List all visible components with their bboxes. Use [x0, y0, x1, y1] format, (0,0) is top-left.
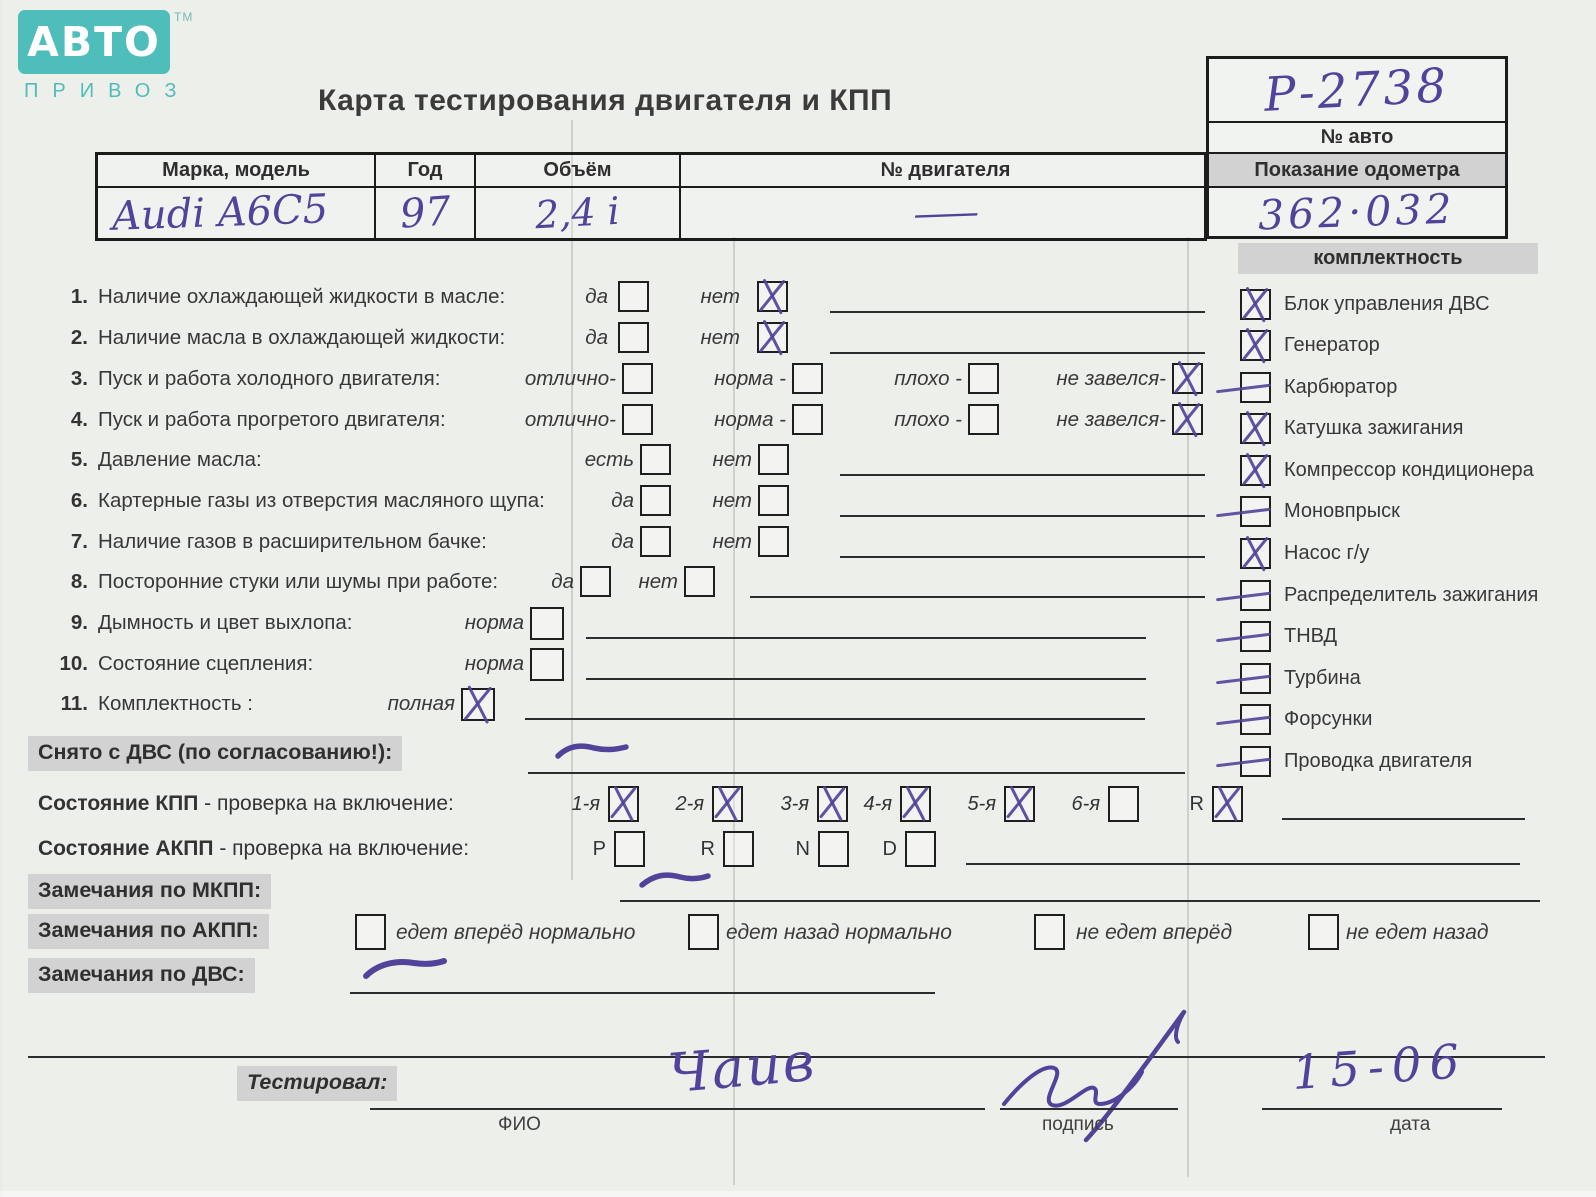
- item-number: 5.: [70, 448, 88, 471]
- option-label: норма: [464, 611, 524, 634]
- checkbox[interactable]: [1212, 786, 1243, 822]
- checkbox[interactable]: [818, 831, 849, 867]
- checklist-row-4: [0, 402, 1260, 439]
- equipment-header: комплектность: [1238, 243, 1538, 274]
- option-label: норма -: [714, 367, 786, 390]
- trademark-symbol: TM: [174, 10, 194, 24]
- car-number-value: Р-2738: [1263, 57, 1451, 123]
- equipment-label: Насос г/у: [1284, 542, 1370, 565]
- checkbox[interactable]: [1308, 914, 1339, 950]
- checkbox[interactable]: [757, 281, 788, 312]
- logo-text: АВТО: [27, 18, 161, 66]
- fio-line[interactable]: [370, 1108, 985, 1110]
- option-label: да: [551, 570, 574, 593]
- write-in-line[interactable]: [750, 596, 1205, 598]
- write-in-line[interactable]: [620, 900, 1540, 902]
- option-label: норма -: [714, 408, 786, 431]
- option-label: норма: [464, 652, 524, 675]
- checkbox[interactable]: [684, 566, 715, 597]
- option-label: не едет вперёд: [1076, 921, 1233, 944]
- item-number: 11.: [60, 692, 88, 715]
- equipment-label: Моновпрыск: [1284, 500, 1400, 523]
- checklist-row-9: [0, 605, 1260, 642]
- car-number-box: [1206, 56, 1508, 239]
- make-model-value: Audi A6C5: [111, 186, 329, 240]
- checklist-row-1: [0, 279, 1260, 316]
- year-value: 97: [398, 188, 452, 238]
- handwritten-dash: [636, 868, 714, 894]
- handwritten-dash: [358, 954, 450, 984]
- equipment-item: [1240, 331, 1538, 361]
- option-label: не завелся-: [1056, 367, 1166, 390]
- equipment-label: Проводка двигателя: [1284, 750, 1473, 773]
- item-label: Наличие газов в расширительном бачке:: [98, 530, 487, 553]
- volume-value: 2,4 i: [534, 188, 621, 238]
- mkpp-remarks-section: [0, 872, 1596, 914]
- engine-no-value: —: [908, 191, 983, 235]
- option-label: едет вперёд нормально: [396, 921, 636, 944]
- option-label: да: [585, 285, 608, 308]
- write-in-line[interactable]: [525, 718, 1145, 720]
- equipment-label: Форсунки: [1284, 708, 1373, 731]
- equipment-label: Распределитель зажигания: [1284, 583, 1539, 606]
- option-label: нет: [712, 448, 752, 471]
- option-label: не едет назад: [1346, 921, 1489, 944]
- item-label: Наличие охлаждающей жидкости в масле:: [98, 285, 506, 308]
- checkbox[interactable]: [758, 444, 789, 475]
- item-label: Картерные газы из отверстия масляного щупа:: [98, 489, 545, 512]
- item-number: 9.: [70, 611, 88, 634]
- odometer-value: 362·032: [1257, 184, 1457, 240]
- checkbox[interactable]: [1172, 404, 1203, 435]
- signature-caption: подпись: [1042, 1114, 1114, 1135]
- fio-caption: ФИО: [498, 1114, 541, 1135]
- option-label: едет назад нормально: [726, 921, 952, 944]
- checkbox[interactable]: [1108, 786, 1139, 822]
- equipment-item: [1240, 705, 1538, 735]
- gear-label: 4-я: [863, 793, 892, 815]
- checklist-row-8: [0, 564, 1260, 601]
- date-caption: дата: [1390, 1114, 1431, 1135]
- option-label: да: [611, 489, 634, 512]
- equipment-list: [1240, 289, 1538, 788]
- write-in-line[interactable]: [830, 311, 1205, 313]
- equipment-item: [1240, 455, 1538, 485]
- checkbox[interactable]: [757, 322, 788, 353]
- checkbox[interactable]: [618, 322, 649, 353]
- option-label: нет: [712, 489, 752, 512]
- column-header-engine-no: № двигателя: [681, 155, 1210, 188]
- equipment-label: Генератор: [1284, 334, 1380, 357]
- tester-name-handwriting: Чаив: [665, 1029, 819, 1106]
- equipment-item: [1240, 372, 1538, 402]
- akpp-label: Состояние АКПП: [38, 837, 214, 860]
- checkbox[interactable]: [461, 688, 495, 721]
- item-number: 3.: [70, 367, 88, 390]
- section-label: Замечания по ДВС:: [28, 958, 255, 993]
- equipment-item: [1240, 580, 1538, 610]
- dvs-remarks-section: [0, 956, 1596, 998]
- checkbox[interactable]: [640, 526, 671, 557]
- equipment-item: [1240, 497, 1538, 527]
- checkbox[interactable]: [640, 485, 671, 516]
- item-number: 10.: [59, 652, 88, 675]
- item-label: Состояние сцепления:: [98, 652, 314, 675]
- checkbox[interactable]: [618, 281, 649, 312]
- item-label: Пуск и работа прогретого двигателя:: [98, 408, 446, 431]
- write-in-line[interactable]: [586, 678, 1146, 680]
- checkbox[interactable]: [1034, 914, 1065, 950]
- checkbox[interactable]: [622, 363, 653, 394]
- option-label: нет: [700, 285, 740, 308]
- logo-subtext: ПРИВОЗ: [24, 80, 191, 102]
- page-title: Карта тестирования двигателя и КПП: [318, 84, 893, 117]
- write-in-line[interactable]: [1282, 818, 1525, 820]
- gear-label: 3-я: [780, 793, 809, 815]
- write-in-line[interactable]: [350, 992, 935, 994]
- gear-label: 5-я: [967, 793, 996, 815]
- column-header-volume: Объём: [476, 155, 681, 188]
- equipment-item: [1240, 289, 1538, 319]
- option-label: плохо -: [894, 367, 962, 390]
- checkbox[interactable]: [614, 831, 645, 867]
- equipment-item: [1240, 663, 1538, 693]
- item-label: Дымность и цвет выхлопа:: [98, 611, 353, 634]
- option-label: полная: [387, 692, 455, 715]
- item-label: Комплектность :: [98, 692, 253, 715]
- write-in-line[interactable]: [966, 863, 1520, 865]
- checklist-row-11: [0, 686, 1260, 723]
- item-label: Посторонние стуки или шумы при работе:: [98, 570, 499, 593]
- checklist-row-2: [0, 320, 1260, 357]
- kpp-label-rest: - проверка на включение:: [198, 792, 454, 815]
- checklist-row-10: [0, 646, 1260, 683]
- checkbox[interactable]: [1172, 363, 1203, 394]
- option-label: нет: [712, 530, 752, 553]
- gear-label: 2-я: [675, 793, 704, 815]
- logo: [18, 10, 170, 74]
- gear-label: D: [882, 838, 897, 860]
- write-in-line[interactable]: [586, 637, 1146, 639]
- checkbox[interactable]: [758, 485, 789, 516]
- car-number-label: № авто: [1209, 121, 1505, 152]
- equipment-item: [1240, 622, 1538, 652]
- item-number: 7.: [70, 530, 88, 553]
- gear-label: R: [700, 838, 715, 860]
- checkbox[interactable]: [758, 526, 789, 557]
- gear-label: P: [592, 838, 606, 860]
- item-number: 1.: [70, 285, 88, 308]
- checkbox[interactable]: [723, 831, 754, 867]
- checklist-row-7: [0, 524, 1260, 561]
- option-label: не завелся-: [1056, 408, 1166, 431]
- checklist-row-5: [0, 442, 1260, 479]
- option-label: да: [585, 326, 608, 349]
- checkbox[interactable]: [530, 607, 564, 640]
- date-line[interactable]: [1262, 1108, 1502, 1110]
- equipment-label: Компрессор кондиционера: [1284, 458, 1534, 481]
- option-label: отлично-: [524, 408, 616, 431]
- checklist-row-3: [0, 361, 1260, 398]
- item-number: 4.: [70, 408, 88, 431]
- checkbox[interactable]: [968, 363, 999, 394]
- checkbox[interactable]: [640, 444, 671, 475]
- item-label: Пуск и работа холодного двигателя:: [98, 367, 441, 390]
- section-label: Замечания по АКПП:: [28, 914, 269, 949]
- akpp-check-section: [0, 829, 1596, 871]
- equipment-label: Турбина: [1284, 666, 1361, 689]
- column-header-make: Марка, модель: [98, 155, 376, 188]
- odometer-label: Показание одометра: [1209, 152, 1505, 186]
- item-label: Давление масла:: [98, 448, 262, 471]
- item-number: 6.: [70, 489, 88, 512]
- item-number: 2.: [70, 326, 88, 349]
- equipment-label: Карбюратор: [1284, 375, 1398, 398]
- gear-label: 1-я: [571, 793, 600, 815]
- checkbox[interactable]: [622, 404, 653, 435]
- equipment-label: Катушка зажигания: [1284, 417, 1464, 440]
- signature-line[interactable]: [1000, 1108, 1178, 1110]
- gear-label: R: [1189, 793, 1204, 815]
- gear-label: 6-я: [1071, 793, 1100, 815]
- item-number: 8.: [70, 570, 88, 593]
- write-in-line[interactable]: [830, 352, 1205, 354]
- equipment-item: [1240, 414, 1538, 444]
- akpp-label-rest: - проверка на включение:: [213, 837, 470, 860]
- checkbox[interactable]: [355, 914, 386, 950]
- checkbox[interactable]: [792, 404, 823, 435]
- handwritten-dash: [552, 738, 632, 764]
- date-handwriting: 15-06: [1290, 1033, 1470, 1102]
- option-label: да: [611, 530, 634, 553]
- section-label: Замечания по МКПП:: [28, 874, 271, 909]
- write-in-line[interactable]: [840, 556, 1205, 558]
- item-label: Наличие масла в охлаждающей жидкости:: [98, 326, 506, 349]
- vehicle-info-table: [95, 152, 1207, 241]
- option-label: отлично-: [524, 367, 616, 390]
- equipment-label: ТНВД: [1284, 625, 1338, 648]
- kpp-label: Состояние КПП: [38, 792, 199, 815]
- section-label: Снято с ДВС (по согласованию!):: [28, 736, 402, 771]
- checkbox[interactable]: [905, 831, 936, 867]
- akpp-remarks-section: [0, 910, 1596, 956]
- option-label: нет: [700, 326, 740, 349]
- option-label: плохо -: [894, 408, 962, 431]
- equipment-label: Блок управления ДВС: [1284, 292, 1490, 315]
- equipment-item: [1240, 539, 1538, 569]
- tested-by-label: Тестировал:: [237, 1066, 397, 1101]
- checkbox[interactable]: [688, 914, 719, 950]
- checkbox[interactable]: [530, 648, 564, 681]
- gear-label: N: [795, 838, 810, 860]
- kpp-check-section: [0, 784, 1596, 826]
- write-in-line[interactable]: [528, 772, 1185, 774]
- checkbox[interactable]: [968, 404, 999, 435]
- column-header-year: Год: [376, 155, 476, 188]
- checkbox[interactable]: [792, 363, 823, 394]
- removed-from-engine-section: [0, 736, 1596, 778]
- write-in-line[interactable]: [840, 515, 1205, 517]
- option-label: есть: [584, 448, 634, 471]
- option-label: нет: [638, 570, 678, 593]
- checklist-row-6: [0, 483, 1260, 520]
- write-in-line[interactable]: [840, 474, 1205, 476]
